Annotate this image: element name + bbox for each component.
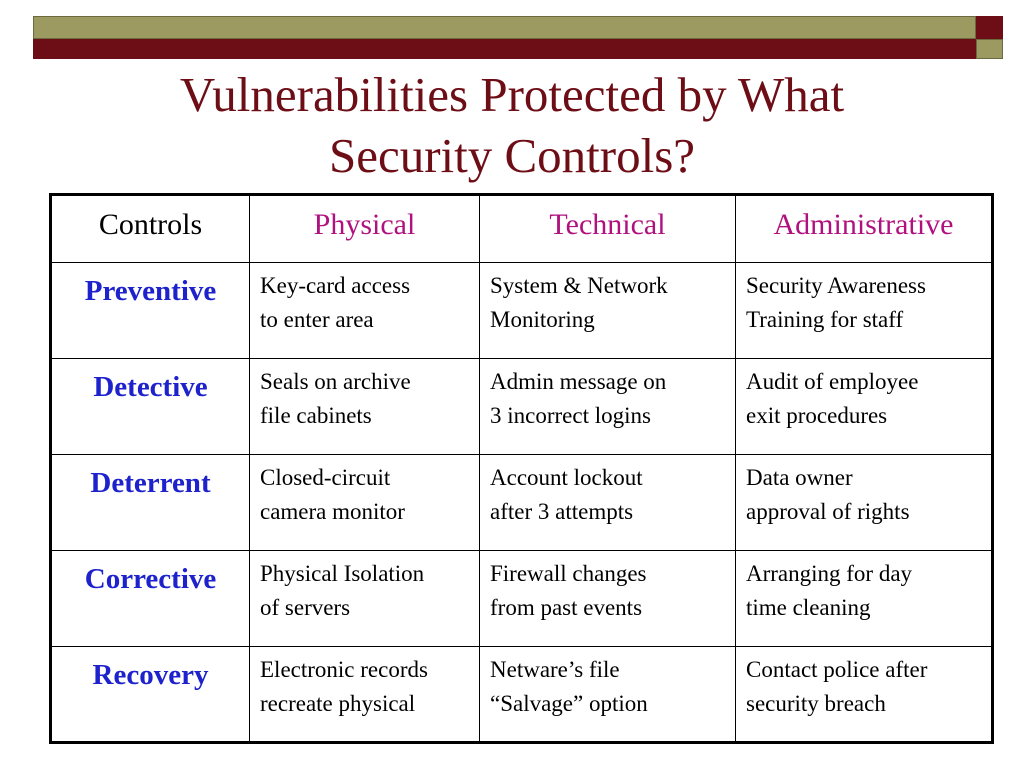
cell-line: Training for staff [746, 307, 904, 332]
table-row-deterrent [51, 455, 993, 551]
header-bar-maroon [33, 39, 976, 59]
cell-line: Seals on archive [260, 369, 411, 394]
slide-title-line-1: Vulnerabilities Protected by What [179, 67, 845, 122]
table-cell [250, 551, 480, 647]
cell-line: Firewall changes [490, 561, 647, 586]
table-header-row [51, 195, 993, 263]
cell-line: Account lockout [490, 465, 643, 490]
table-row-corrective [51, 551, 993, 647]
cell-line: from past events [490, 595, 643, 620]
cell-line: Audit of employee [746, 369, 919, 394]
cell-line: Netware’s file [490, 657, 620, 682]
cell-line: Key-card access [260, 273, 411, 298]
cell-line: of servers [260, 595, 351, 620]
cell-line: approval of rights [746, 499, 910, 524]
cell-line: 3 incorrect logins [490, 403, 651, 428]
cell-line: time cleaning [746, 595, 871, 620]
table-cell [250, 263, 480, 359]
table-cell [480, 551, 736, 647]
table-cell [736, 263, 993, 359]
cell-line: Arranging for day [746, 561, 913, 586]
row-header-preventive: Preventive [51, 263, 250, 359]
table-cell [736, 359, 993, 455]
row-header-recovery: Recovery [51, 647, 250, 743]
table-cell [480, 263, 736, 359]
cell-line: security breach [746, 691, 886, 716]
cell-line: camera monitor [260, 499, 405, 524]
cell-line: System & Network [490, 273, 668, 298]
cell-line: “Salvage” option [490, 691, 648, 716]
table-row-recovery [51, 647, 993, 743]
cell-line: file cabinets [260, 403, 372, 428]
table-row-preventive [51, 263, 993, 359]
table-cell [480, 359, 736, 455]
cell-line: to enter area [260, 307, 374, 332]
corner-square-olive [976, 39, 1003, 59]
slide-title [0, 64, 1024, 186]
table-cell [250, 359, 480, 455]
corner-square-maroon [976, 16, 1003, 39]
table-cell [736, 647, 993, 743]
table-cell [736, 455, 993, 551]
cell-line: Physical Isolation [260, 561, 425, 586]
slide-title-line-2: Security Controls? [328, 128, 696, 183]
row-header-detective: Detective [51, 359, 250, 455]
header-bar-olive [33, 16, 976, 39]
table-cell [250, 647, 480, 743]
controls-table [49, 193, 994, 744]
cell-line: Security Awareness [746, 273, 926, 298]
cell-line: Closed-circuit [260, 465, 391, 490]
cell-line: after 3 attempts [490, 499, 634, 524]
cell-line: Admin message on [490, 369, 667, 394]
row-header-deterrent: Deterrent [51, 455, 250, 551]
table-cell [480, 455, 736, 551]
table-cell [480, 647, 736, 743]
cell-line: Monitoring [490, 307, 595, 332]
table-cell [250, 455, 480, 551]
table-corner-header: Controls [51, 195, 250, 263]
table-cell [736, 551, 993, 647]
cell-line: recreate physical [260, 691, 416, 716]
column-header-physical: Physical [250, 195, 480, 263]
column-header-technical: Technical [480, 195, 736, 263]
cell-line: exit procedures [746, 403, 888, 428]
cell-line: Electronic records [260, 657, 428, 682]
cell-line: Data owner [746, 465, 853, 490]
table-row-detective [51, 359, 993, 455]
row-header-corrective: Corrective [51, 551, 250, 647]
cell-line: Contact police after [746, 657, 928, 682]
column-header-administrative: Administrative [736, 195, 993, 263]
